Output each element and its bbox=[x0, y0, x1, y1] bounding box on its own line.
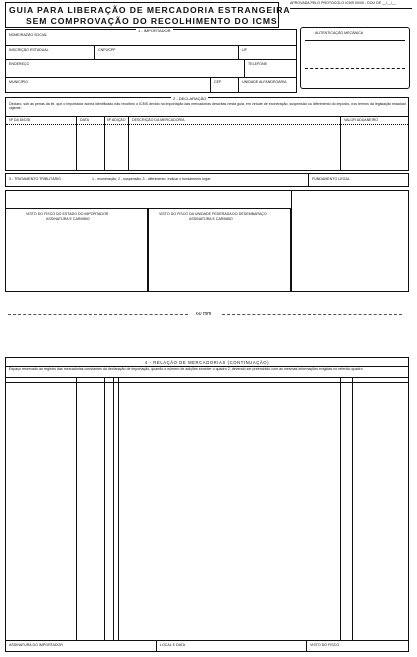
signature-middle bbox=[148, 208, 291, 292]
field-name: NOME/RAZÃO SOCIAL bbox=[9, 33, 48, 37]
field-state-registration: INSCRIÇÃO ESTADUAL bbox=[9, 48, 49, 52]
cut-line-left bbox=[8, 314, 188, 315]
field-cnpj: CNPJ/CPF bbox=[98, 48, 116, 52]
signature-left-label: VISTO DO FISCO DO ESTADO DO IMPORTADOR bbox=[26, 212, 109, 216]
importer-section bbox=[5, 29, 297, 93]
importer-section-label: 1 - IMPORTADOR bbox=[138, 28, 171, 33]
continuation-section-label: 4 - RELAÇÃO DE MERCADORIAS (CONTINUAÇÃO) bbox=[144, 360, 270, 365]
treatment-text: 1 - exoneração; 2 - suspensão; 3 - diferimento. Indicar o fundamento legal: bbox=[92, 177, 211, 181]
signature-left bbox=[5, 208, 148, 292]
authentication-label: AUTENTICAÇÃO MECÂNICA bbox=[315, 31, 364, 35]
declaration-section-label: 2 - DECLARAÇÃO bbox=[173, 96, 207, 101]
field-uf: UF bbox=[242, 48, 247, 52]
signature-middle-sub: ASSINATURA E CARIMBO bbox=[189, 217, 233, 221]
signature-right bbox=[291, 190, 409, 292]
treatment-section bbox=[5, 173, 409, 187]
authentication-box bbox=[300, 27, 410, 89]
field-city: MUNICÍPIO bbox=[9, 80, 28, 84]
footer-right: VISTO DO FISCO bbox=[310, 643, 340, 647]
field-phone: TELEFONE bbox=[248, 62, 267, 66]
cut-line-label: 60 mm bbox=[196, 312, 212, 317]
title-box bbox=[5, 2, 291, 28]
treatment-section-label: 3 - TRATAMENTO TRIBUTÁRIO bbox=[9, 177, 61, 181]
footer-left: ASSINATURA DO IMPORTADOR bbox=[9, 643, 63, 647]
footer-mid: LOCAL E DATA bbox=[160, 643, 186, 647]
signature-left-sub: ASSINATURA E CARIMBO bbox=[46, 217, 90, 221]
page-title: GUIA PARA LIBERAÇÃO DE MERCADORIA ESTRANGEIRA bbox=[9, 5, 291, 15]
page-subtitle: SEM COMPROVAÇÃO DO RECOLHIMENTO DO ICMS bbox=[26, 16, 278, 26]
col-value: VALOR ADUANEIRO bbox=[344, 118, 379, 122]
field-zip: CEP bbox=[214, 80, 222, 84]
signature-middle-label: VISTO DO FISCO DA UNIDADE FEDERADA DO DESEMBARAÇO bbox=[159, 212, 267, 216]
col-date: DATA bbox=[80, 118, 90, 122]
col-di: Nº DA DI/DSI bbox=[9, 118, 31, 122]
col-description: DESCRIÇÃO DA MERCADORIA bbox=[132, 118, 185, 122]
cut-line-right bbox=[222, 314, 402, 315]
declaration-section bbox=[5, 97, 409, 171]
field-address: ENDEREÇO bbox=[9, 62, 30, 66]
declaration-text: Declaro, sob as penas da lei, que o importador acima identificado não recolheu o ICMS devido na importação das mercadorias descritas nesta guia, em virtude de exoneração, suspensão ou diferimento do imposto, nos termos da legislação estadual vigente. bbox=[9, 102, 406, 111]
continuation-section bbox=[5, 357, 409, 652]
top-right-note: APROVADA PELO PROTOCOLO ICMS 00/00 - DOU DE __/__/__ bbox=[290, 1, 397, 5]
continuation-text: Espaço reservado ao registro das mercadorias constantes da declaração de importação, quando o número de adições exceder o quadro 2, devendo ser preenchido com as mesmas informações exigidas no referido quadro. bbox=[9, 367, 364, 371]
col-addition: Nº ADIÇÃO bbox=[107, 118, 126, 122]
legal-basis-label: FUNDAMENTO LEGAL bbox=[312, 177, 350, 181]
field-customs: UNIDADE ALFANDEGÁRIA bbox=[242, 80, 287, 84]
